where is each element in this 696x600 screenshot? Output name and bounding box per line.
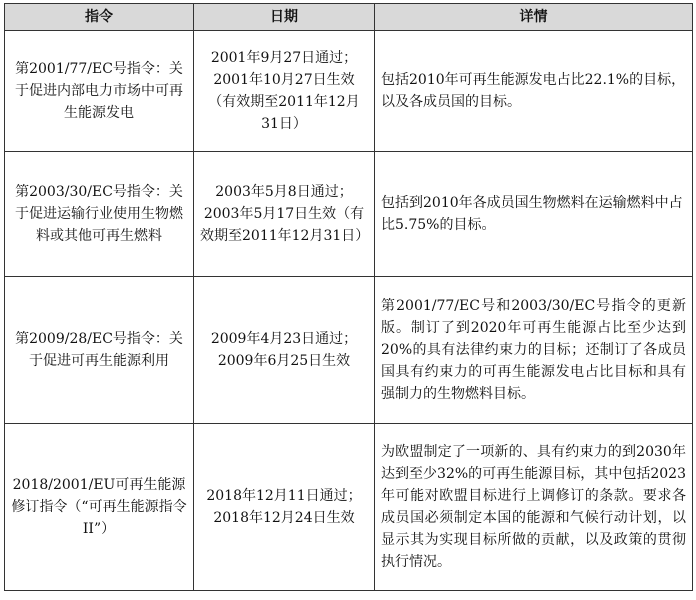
- date-cell: 2001年9月27日通过；2001年10月27日生效（有效期至2011年12月31日）: [194, 31, 375, 152]
- table-row: [5, 277, 693, 424]
- table-row: [5, 31, 693, 152]
- table-row: [5, 424, 693, 591]
- directive-cell: 2018/2001/EU可再生能源修订指令（“可再生能源指令II”）: [5, 424, 194, 591]
- detail-cell: 包括到2010年各成员国生物燃料在运输燃料中占比5.75%的目标。: [375, 152, 693, 277]
- header-directive: 指令: [5, 4, 194, 31]
- directive-cell: 第2003/30/EC号指令：关于促进运输行业使用生物燃料或其他可再生燃料: [5, 152, 194, 277]
- header-detail: 详情: [375, 4, 693, 31]
- detail-cell: 为欧盟制定了一项新的、具有约束力的到2030年达到至少32%的可再生能源目标，其中包括2023年可能对欧盟目标进行上调修订的条款。要求各成员国必须制定本国的能源和气候行动计划，以显示其为实现目标所做的贡献，以及政策的贯彻执行情况。: [375, 424, 693, 591]
- directive-cell: 第2009/28/EC号指令：关于促进可再生能源利用: [5, 277, 194, 424]
- date-cell: 2003年5月8日通过；2003年5月17日生效（有效期至2011年12月31日）: [194, 152, 375, 277]
- directives-table: [4, 3, 693, 591]
- detail-cell: 第2001/77/EC号和2003/30/EC号指令的更新版。制订了到2020年可再生能源占比至少达到20%的具有法律约束力的目标；还制订了各成员国具有约束力的可再生能源发电占比目标和具有强制力的生物燃料目标。: [375, 277, 693, 424]
- header-row: [5, 4, 693, 31]
- header-date: 日期: [194, 4, 375, 31]
- date-cell: 2009年4月23日通过；2009年6月25日生效: [194, 277, 375, 424]
- detail-cell: 包括2010年可再生能源发电占比22.1%的目标，以及各成员国的目标。: [375, 31, 693, 152]
- directive-cell: 第2001/77/EC号指令：关于促进内部电力市场中可再生能源发电: [5, 31, 194, 152]
- table-row: [5, 152, 693, 277]
- date-cell: 2018年12月11日通过；2018年12月24日生效: [194, 424, 375, 591]
